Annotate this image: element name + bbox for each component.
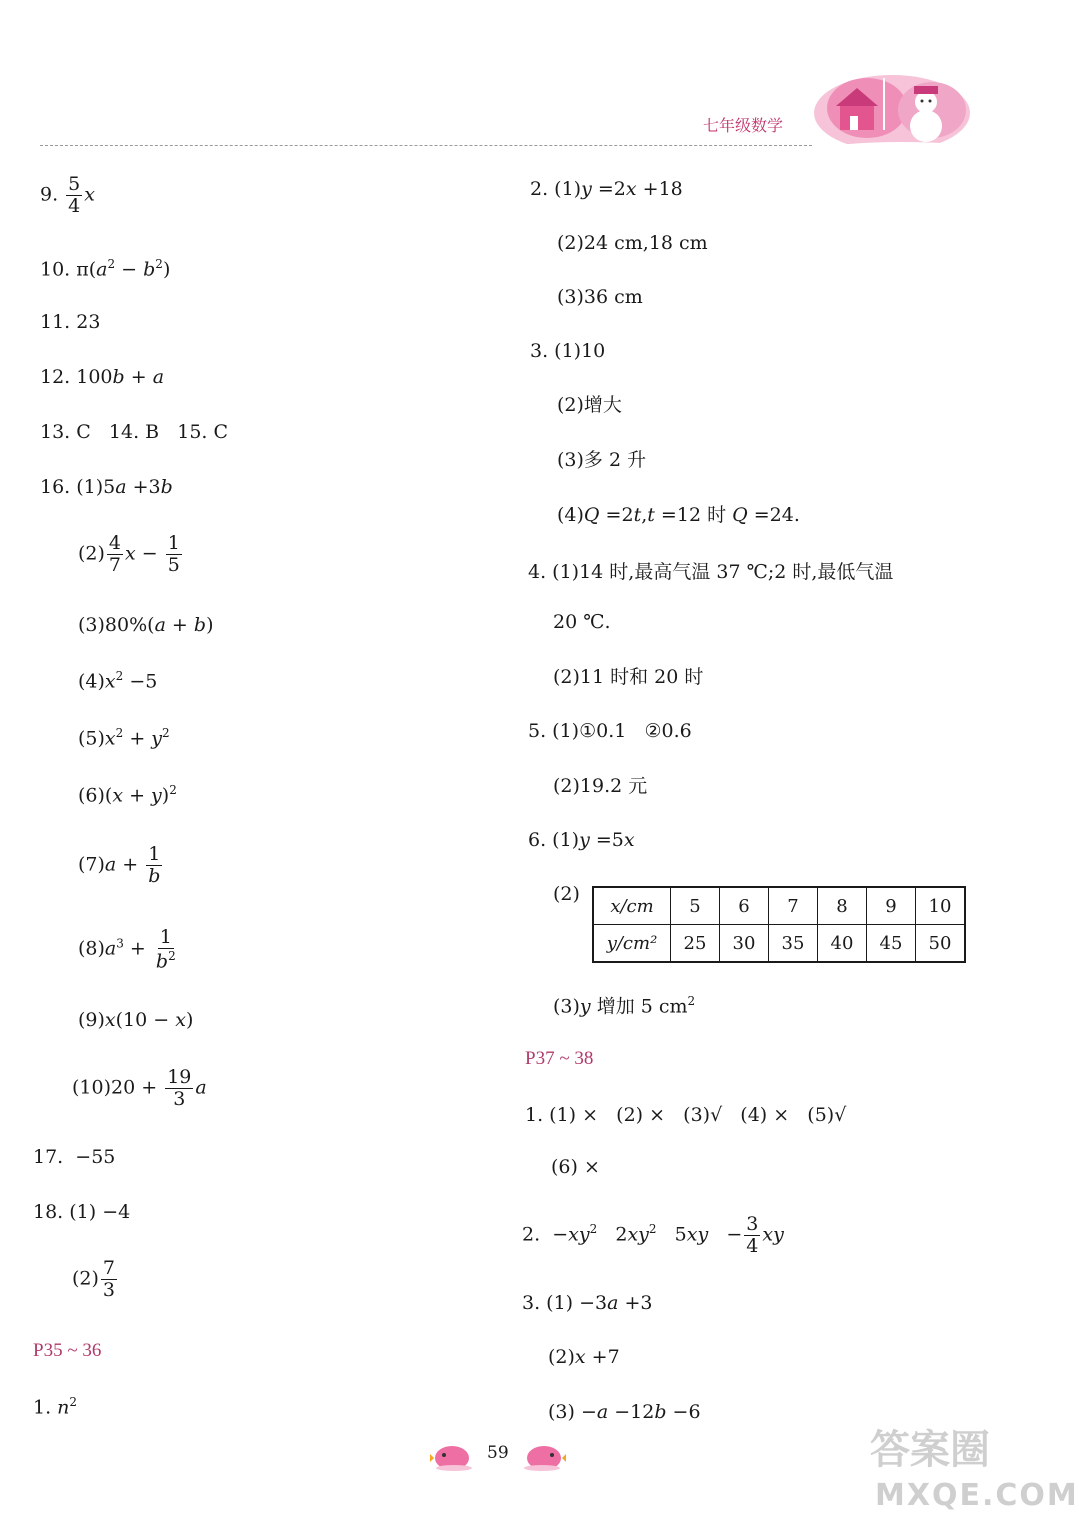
answer-4-2: (2)11 时和 20 时 [553, 666, 704, 688]
p37-answer-3-3: (3) −a −12b −6 [548, 1401, 701, 1423]
section-p35-36: P35 ~ 36 [33, 1340, 102, 1361]
table-cell: 35 [769, 925, 818, 963]
answer-2-2: (2)24 cm,18 cm [557, 232, 708, 254]
answer-18-1: 18. (1) −4 [33, 1201, 131, 1223]
table-cell: 40 [818, 925, 867, 963]
xy-value-table [592, 886, 966, 963]
table-cell: 50 [916, 925, 966, 963]
header-title: 七年级数学 [703, 116, 784, 135]
table-cell: 9 [867, 887, 916, 925]
p37-answer-3-2: (2)x +7 [548, 1346, 620, 1368]
answer-16-6: $(6)(x + y)^2$ [78, 783, 177, 807]
bird-right-icon [522, 1440, 566, 1474]
table-header-x: x/cm [593, 887, 671, 925]
answer-4-1: 4. (1)14 时,最高气温 37 ℃;2 时,最低气温 [528, 561, 894, 583]
table-row [593, 925, 965, 963]
answer-3-1: 3. (1)10 [530, 340, 606, 362]
section-p37-38: P37 ~ 38 [525, 1048, 594, 1069]
watermark-logo: 答案圈 [870, 1427, 990, 1473]
p37-answer-1: 1. (1) × (2) × (3)√ (4) × (5)√ [525, 1104, 847, 1126]
answer-13-15: 13. C 14. B 15. C [40, 421, 229, 443]
answer-6-2-label: (2) [553, 883, 580, 905]
bird-left-icon [430, 1440, 474, 1474]
answer-17: 17. −55 [33, 1146, 116, 1168]
answer-6-1: 6. (1)y =5x [528, 829, 635, 851]
answer-16-3: (3)80%(a + b) [78, 614, 214, 636]
header-divider [40, 145, 812, 146]
table-row [593, 887, 965, 925]
answer-16-2: (2) $\frac{4}{7}$ x − $\frac{1}{5}$ [78, 532, 180, 576]
answer-16-7: (7)a + $\frac{1}{b}$ [78, 843, 161, 887]
p37-answer-3-1: 3. (1) −3a +3 [522, 1292, 653, 1314]
p35-answer-1: 1. $n^2$ [33, 1395, 78, 1419]
answer-5-2: (2)19.2 元 [553, 775, 648, 797]
table-cell: 6 [720, 887, 769, 925]
answer-16-4: $(4)x^2 -5$ [78, 669, 158, 693]
answer-16-5: $(5)x^2 + y^2$ [78, 726, 170, 750]
table-header-y: y/cm² [593, 925, 671, 963]
answer-2-1: 2. (1)y =2x +18 [530, 178, 683, 200]
answer-4-1-cont: 20 ℃. [553, 611, 611, 633]
answer-9: 9. $\frac{5}{4}$ x [40, 173, 95, 217]
answer-11: 11. 23 [40, 311, 101, 333]
answer-16-1: 16. (1)5a +3b [40, 476, 173, 498]
table-cell: 8 [818, 887, 867, 925]
answer-18-2: (2) $\frac{7}{3}$ [72, 1257, 116, 1301]
table-cell: 45 [867, 925, 916, 963]
answer-3-3: (3)多 2 升 [557, 449, 647, 471]
answer-2-3: (3)36 cm [557, 286, 643, 308]
table-cell: 10 [916, 887, 966, 925]
page-number: 59 [487, 1443, 509, 1463]
answer-3-2: (2)增大 [557, 394, 622, 416]
answer-3-4: (4)Q =2t,t =12 时 Q =24. [557, 504, 800, 526]
answer-16-8: $(8)a^3$ + $\frac{1}{b^2}$ [78, 926, 176, 973]
answer-12: 12. 100b + a [40, 366, 165, 388]
p37-answer-2: 2. $-xy^2$ $2xy^2$ 5xy − $\frac{3}{4}$ xy [522, 1213, 784, 1257]
answer-16-10: (10)20 + $\frac{19}{3}$ a [72, 1066, 207, 1110]
answer-6-3: (3)y 增加 5 $cm^2$ [553, 994, 696, 1018]
table-cell: 30 [720, 925, 769, 963]
answer-10: 10. $\pi(a^2 - b^2)$ [40, 257, 171, 281]
answer-16-9: (9)x(10 − x) [78, 1009, 194, 1031]
p37-answer-1-6: (6) × [551, 1156, 600, 1178]
table-cell: 7 [769, 887, 818, 925]
snowman-house-decoration [812, 68, 978, 154]
table-cell: 25 [671, 925, 720, 963]
answer-5-1: 5. (1)①0.1 ②0.6 [528, 720, 692, 742]
watermark-url: MXQE.COM [875, 1478, 1079, 1513]
table-cell: 5 [671, 887, 720, 925]
